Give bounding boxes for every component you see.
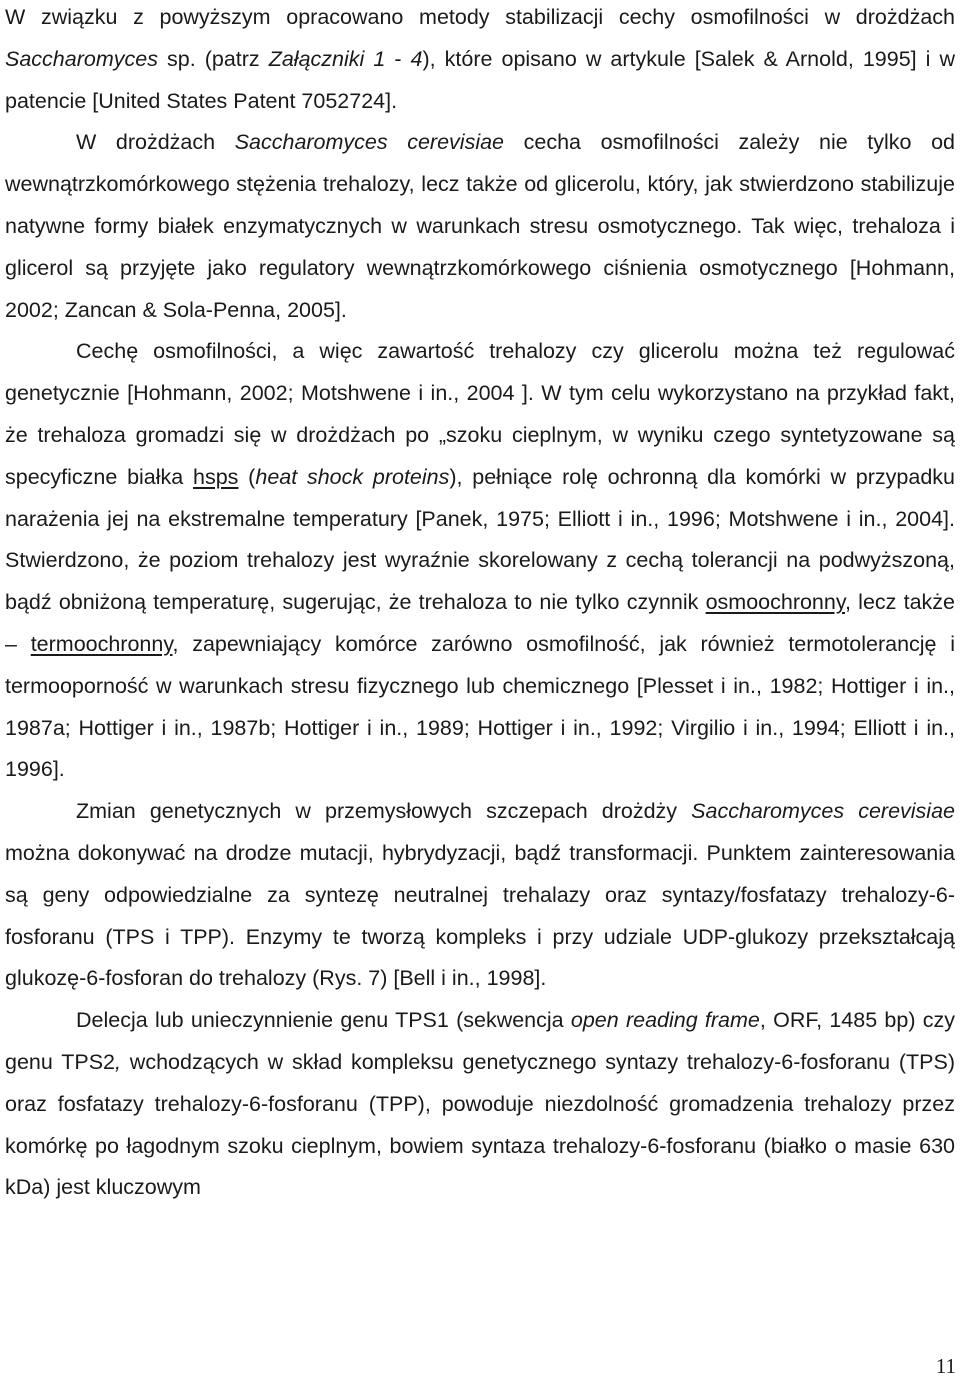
paragraph: Delecja lub unieczynnienie genu TPS1 (sekwencja open reading frame, ORF, 1485 bp) czy genu TPS2, wchodzących w skład kompleksu genetycznego syntazy trehalozy-6-fosforanu (TPS) oraz fosfatazy trehalozy-6-fosforanu (TPP), powoduje niezdolność gromadzenia trehalozy przez komórkę po łagodnym szoku cieplnym, bowiem syntaza trehalozy-6-fosforanu (białko o masie 630 kDa) jest kluczowym [5,1008,955,1200]
italic-term: open reading frame [570,1008,760,1033]
underlined-term: osmoochronny [705,590,846,615]
underlined-term: hsps [193,464,239,489]
italic-term: Załączniki 1 [268,46,386,71]
italic-term: Saccharomyces [5,46,158,71]
italic-term: Saccharomyces cerevisiae [234,130,505,155]
paragraph: Zmian genetycznych w przemysłowych szczepach drożdży Saccharomyces cerevisiae można dokonywać na drodze mutacji, hybrydyzacji, bądź transformacji. Punktem zainteresowania są geny odpowiedzialne za syntezę neutralnej trehalazy oraz syntazy/fosfatazy trehalozy-6-fosforanu (TPS i TPP). Enzymy te tworzą kompleks i przy udziale UDP-glukozy przekształcają glukozę-6-fosforan do trehalozy (Rys. 7) [Bell i in., 1998]. [5,799,955,991]
underlined-term: termoochronny [30,631,173,656]
italic-term: , [115,1049,121,1074]
page-number: 11 [935,1354,956,1378]
document-body [5,0,955,1209]
paragraph: W drożdżach Saccharomyces cerevisiae cecha osmofilności zależy nie tylko od wewnątrzkomórkowego stężenia trehalozy, lecz także od glicerolu, który, jak stwierdzono stabilizuje natywne formy białek enzymatycznych w warunkach stresu osmotycznego. Tak więc, trehaloza i glicerol są przyjęte jako regulatory wewnątrzkomórkowego ciśnienia osmotycznego [Hohmann, 2002; Zancan & Sola-Penna, 2005]. [5,130,956,322]
paragraph: W związku z powyższym opracowano metody stabilizacji cechy osmofilności w drożdżach Saccharomyces sp. (patrz Załączniki 1 - 4), które opisano w artykule [Salek & Arnold, 1995] i w patencie [United States Patent 7052724]. [5,5,956,113]
italic-term: 4 [410,46,423,71]
italic-term: Saccharomyces cerevisiae [691,799,955,824]
italic-term: heat shock proteins [255,464,450,489]
paragraph: Cechę osmofilności, a więc zawartość trehalozy czy glicerolu można też regulować genetycznie [Hohmann, 2002; Motshwene i in., 2004 ]. W tym celu wykorzystano na przykład fakt, że trehaloza gromadzi się w drożdżach po „szoku cieplnym, w wyniku czego syntetyzowane są specyficzne białka hsps (heat shock proteins), pełniące rolę ochronną dla komórki w przypadku narażenia jej na ekstremalne temperatury [Panek, 1975; Elliott i in., 1996; Motshwene i in., 2004]. Stwierdzono, że poziom trehalozy jest wyraźnie skorelowany z cechą tolerancji na podwyższoną, bądź obniżoną temperaturę, sugerując, że trehaloza to nie tylko czynnik osmoochronny, lecz także – termoochronny, zapewniający komórce zarówno osmofilność, jak również termotolerancję i termooporność w warunkach stresu fizycznego lub chemicznego [Plesset i in., 1982; Hottiger i in., 1987a; Hottiger i in., 1987b; Hottiger i in., 1989; Hottiger i in., 1992; Virgilio i in., 1994; Elliott i in., 1996]. [5,339,956,782]
